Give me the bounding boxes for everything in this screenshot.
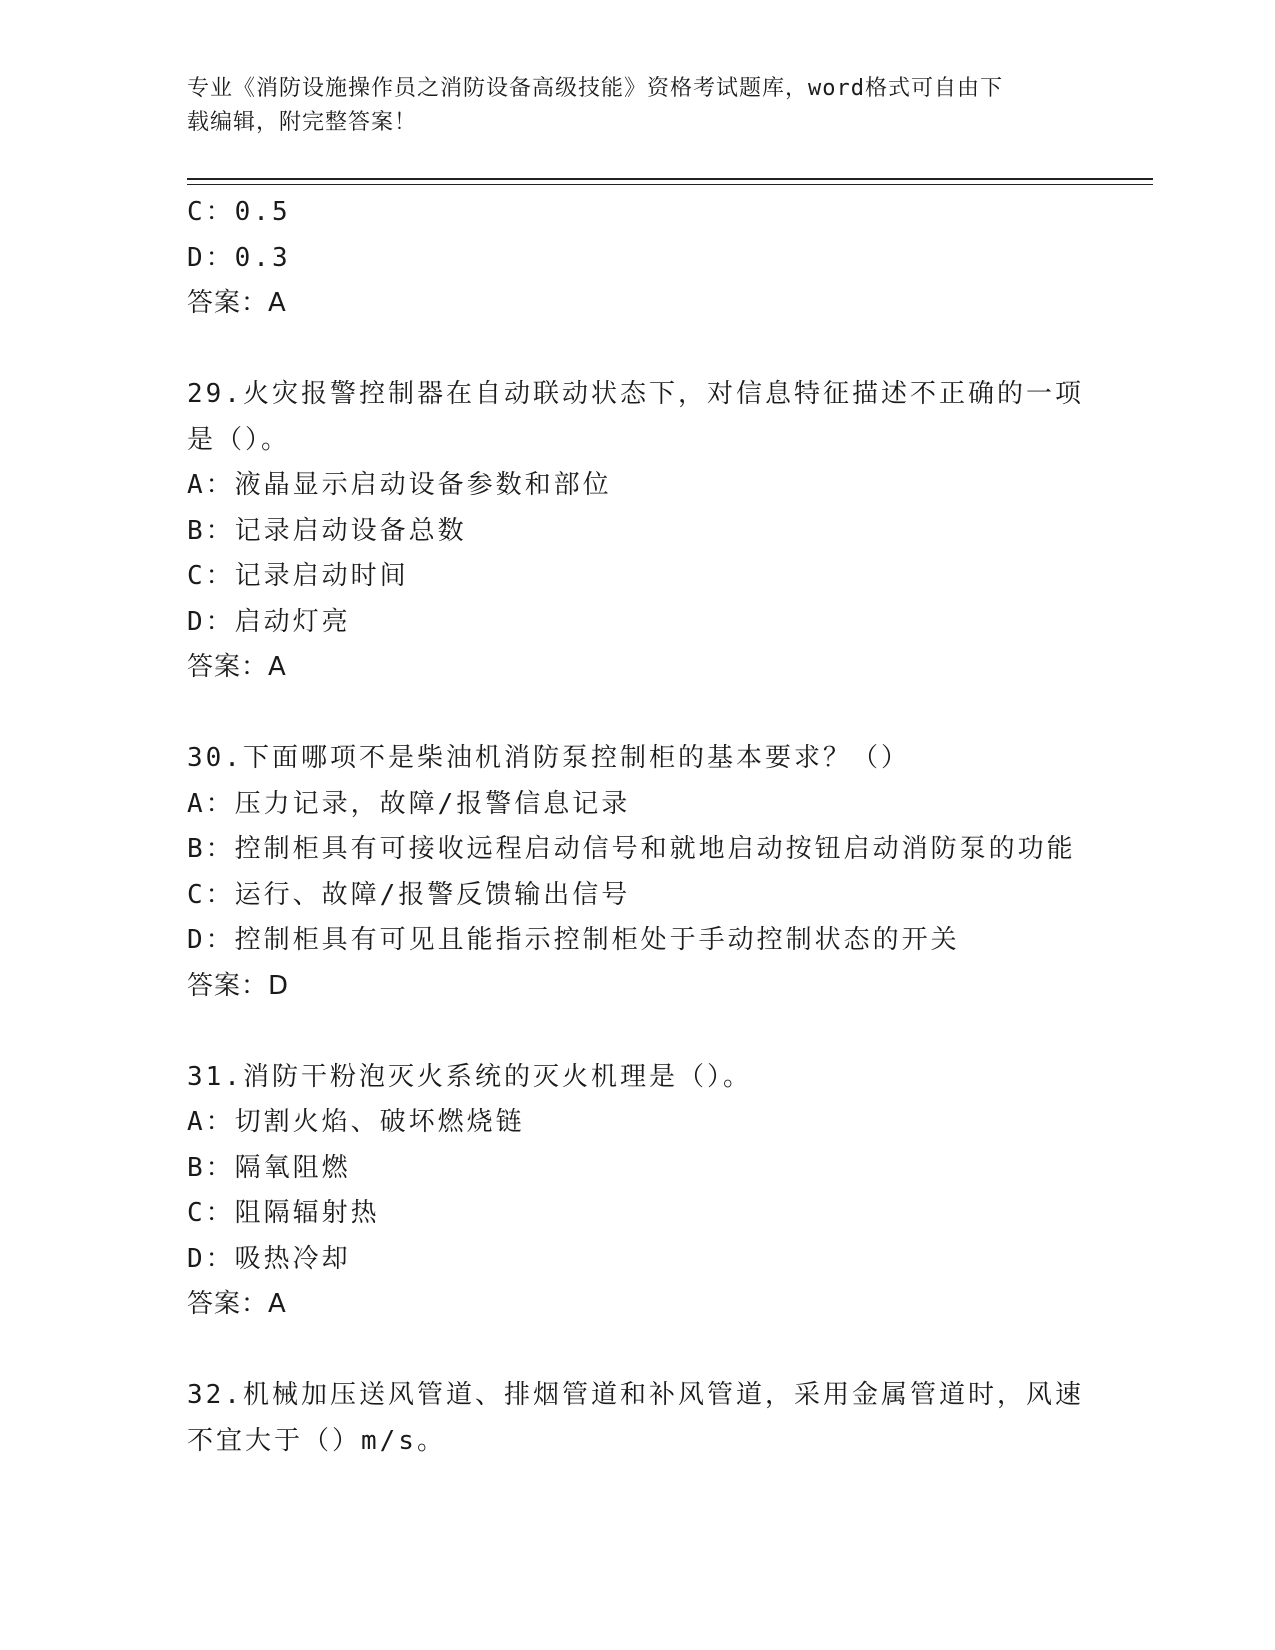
option-b: B：记录启动设备总数 bbox=[187, 515, 467, 546]
question-stem: 32.机械加压送风管道、排烟管道和补风管道，采用金属管道时，风速 bbox=[187, 1380, 1084, 1410]
document-header bbox=[187, 72, 1067, 140]
option-b: B：隔氧阻燃 bbox=[187, 1152, 351, 1183]
option-d: D：吸热冷却 bbox=[187, 1243, 351, 1274]
option-b: B：控制柜具有可接收远程启动信号和就地启动按钮启动消防泵的功能 bbox=[187, 834, 1076, 864]
question-stem: 29.火灾报警控制器在自动联动状态下，对信息特征描述不正确的一项 bbox=[187, 379, 1084, 409]
option-d: D：0.3 bbox=[187, 242, 291, 273]
option-a: A：压力记录，故障/报警信息记录 bbox=[187, 788, 631, 819]
header-line-2: 载编辑，附完整答案！ bbox=[187, 110, 418, 135]
header-divider-thin bbox=[187, 184, 1153, 185]
option-c: C：阻隔辐射热 bbox=[187, 1198, 380, 1228]
spacer bbox=[187, 691, 1087, 737]
option-a: A：液晶显示启动设备参数和部位 bbox=[187, 470, 612, 500]
option-c: C：运行、故障/报警反馈输出信号 bbox=[187, 879, 631, 910]
header-divider-thick bbox=[187, 178, 1153, 180]
spacer bbox=[187, 327, 1087, 373]
question-stem: 不宜大于（）m/s。 bbox=[187, 1425, 446, 1456]
header-line-1: 专业《消防设施操作员之消防设备高级技能》资格考试题库，word格式可自由下 bbox=[187, 76, 1003, 101]
option-d: D：控制柜具有可见且能指示控制柜处于手动控制状态的开关 bbox=[187, 925, 960, 955]
spacer bbox=[187, 1009, 1087, 1055]
option-c: C：记录启动时间 bbox=[187, 561, 409, 591]
answer-line: 答案：A bbox=[187, 652, 287, 682]
answer-line: 答案：A bbox=[187, 288, 287, 318]
option-a: A：切割火焰、破坏燃烧链 bbox=[187, 1107, 525, 1137]
question-list bbox=[187, 190, 1087, 1464]
answer-line: 答案：A bbox=[187, 1289, 287, 1319]
option-d: D：启动灯亮 bbox=[187, 606, 351, 637]
answer-line: 答案：D bbox=[187, 970, 290, 1001]
option-c: C：0.5 bbox=[187, 197, 291, 227]
question-stem: 30.下面哪项不是柴油机消防泵控制柜的基本要求？（） bbox=[187, 743, 910, 773]
question-stem: 31.消防干粉泡灭火系统的灭火机理是（）。 bbox=[187, 1061, 752, 1092]
question-stem: 是（）。 bbox=[187, 424, 291, 455]
spacer bbox=[187, 1328, 1087, 1374]
